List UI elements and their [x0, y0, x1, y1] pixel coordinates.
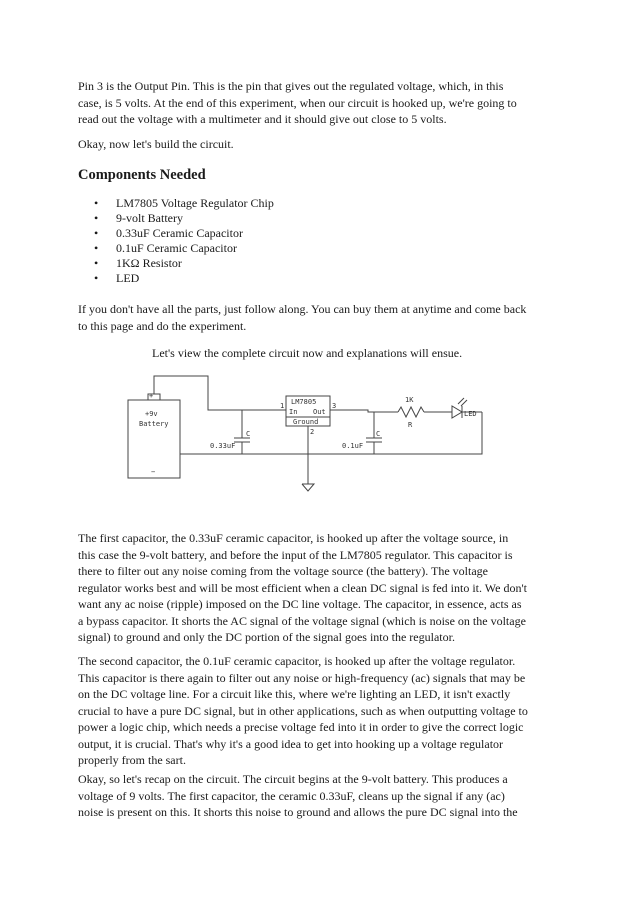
list-item: • LM7805 Voltage Regulator Chip: [78, 196, 274, 211]
pin-1-label: 1: [280, 402, 285, 410]
text-line: read out the voltage with a multimeter and it should give out close to 5 volts.: [78, 112, 447, 126]
battery-voltage: +9v: [145, 410, 158, 418]
text-line: a bypass capacitor. It shorts the AC signal of the voltage signal (which is noise on the voltage: [78, 613, 526, 628]
text-line: The first capacitor, the 0.33uF ceramic capacitor, is hooked up after the voltage source, in: [78, 531, 509, 545]
text-line: want any ac noise (ripple) imposed on the DC line voltage. The capacitor, in essence, acts as: [78, 597, 522, 611]
capacitor-1-symbol-label: C: [246, 430, 251, 438]
text-line: Pin 3 is the Output Pin. This is the pin that gives out the regulated voltage, which, in this: [78, 79, 504, 93]
ground-symbol: [302, 484, 314, 491]
regulator-ground-label: Ground: [293, 418, 319, 426]
circuit-diagram: [118, 368, 496, 498]
resistor-value: 1K: [405, 396, 414, 404]
text-line: crucial to have a pure DC signal, but in other applications, such as when outputting voltage to: [78, 703, 528, 718]
text-line: voltage of 9 volts. The first capacitor, the ceramic 0.33uF, cleans up the signal if any (ac): [78, 788, 505, 803]
list-item: • LED: [78, 271, 274, 286]
paragraph-second-capacitor: [78, 653, 568, 769]
text-line: power a logic chip, which needs a precise voltage fed into it in order to give the correct logic: [78, 720, 524, 734]
text-line: noise is present on this. It shorts this noise to ground and allows the pure DC signal into the: [78, 805, 518, 819]
regulator-label: LM7805: [291, 398, 317, 406]
text-line: signal) to ground and only the DC portion of the signal goes into the regulator.: [78, 630, 455, 644]
pin-2-label: 2: [310, 428, 315, 436]
text-line: case, is 5 volts. At the end of this experiment, when our circuit is hooked up, we're going to: [78, 95, 517, 110]
battery-label: Battery: [139, 420, 169, 428]
led-label: LED: [464, 410, 477, 418]
capacitor-2-symbol-label: C: [376, 430, 381, 438]
list-item: • 0.33uF Ceramic Capacitor: [78, 226, 274, 241]
text-line: this case the 9-volt battery, and before the input of the LM7805 regulator. This capacitor is: [78, 547, 513, 562]
paragraph-parts-note: [78, 301, 568, 334]
text-line: there to filter out any noise coming from the voltage source (the battery). The voltage: [78, 564, 488, 578]
output-wire: [330, 410, 398, 412]
text-line: output, it is crucial. That's why it's a good idea to get into hooking up a voltage regulator: [78, 736, 504, 751]
components-list: [78, 196, 274, 286]
circuit-intro: Let's view the complete circuit now and explanations will ensue.: [152, 346, 463, 360]
led-symbol: [452, 406, 462, 418]
paragraph-first-capacitor: [78, 530, 568, 646]
battery-minus: −: [151, 468, 156, 476]
pin-3-label: 3: [332, 402, 337, 410]
components-heading: Components Needed: [78, 167, 206, 183]
text-line: Okay, so let's recap on the circuit. The circuit begins at the 9-volt battery. This produces a: [78, 772, 508, 786]
battery-plus: +: [149, 392, 154, 400]
text-line: Okay, now let's build the circuit.: [78, 137, 234, 151]
regulator-out-label: Out: [313, 408, 326, 416]
resistor-symbol-label: R: [408, 421, 413, 429]
capacitor-2-value: 0.1uF: [342, 442, 364, 450]
regulator-in-label: In: [289, 408, 298, 416]
text-line: The second capacitor, the 0.1uF ceramic capacitor, is hooked up after the voltage regulator.: [78, 654, 516, 668]
text-line: This capacitor is there again to filter out any noise or high-frequency (ac) signals that may be: [78, 670, 526, 685]
list-item: • 9-volt Battery: [78, 211, 274, 226]
paragraph-recap: [78, 771, 568, 821]
text-line: properly from the sart.: [78, 753, 186, 767]
text-line: to this page and do the experiment.: [78, 318, 247, 333]
paragraph-output-pin: [78, 78, 568, 128]
input-wire: [154, 376, 286, 410]
list-item: • 0.1uF Ceramic Capacitor: [78, 241, 274, 256]
list-item: • 1KΩ Resistor: [78, 256, 274, 271]
resistor-symbol: [398, 407, 424, 417]
text-line: on the DC voltage line. For a circuit like this, where we're lighting an LED, it isn't exactly: [78, 687, 511, 701]
paragraph-build-circuit: [78, 136, 568, 153]
text-line: regulator works best and will be most efficient when a clean DC signal is fed into it. We don't: [78, 580, 527, 595]
capacitor-1-value: 0.33uF: [210, 442, 236, 450]
text-line: If you don't have all the parts, just follow along. You can buy them at anytime and come back: [78, 302, 527, 316]
